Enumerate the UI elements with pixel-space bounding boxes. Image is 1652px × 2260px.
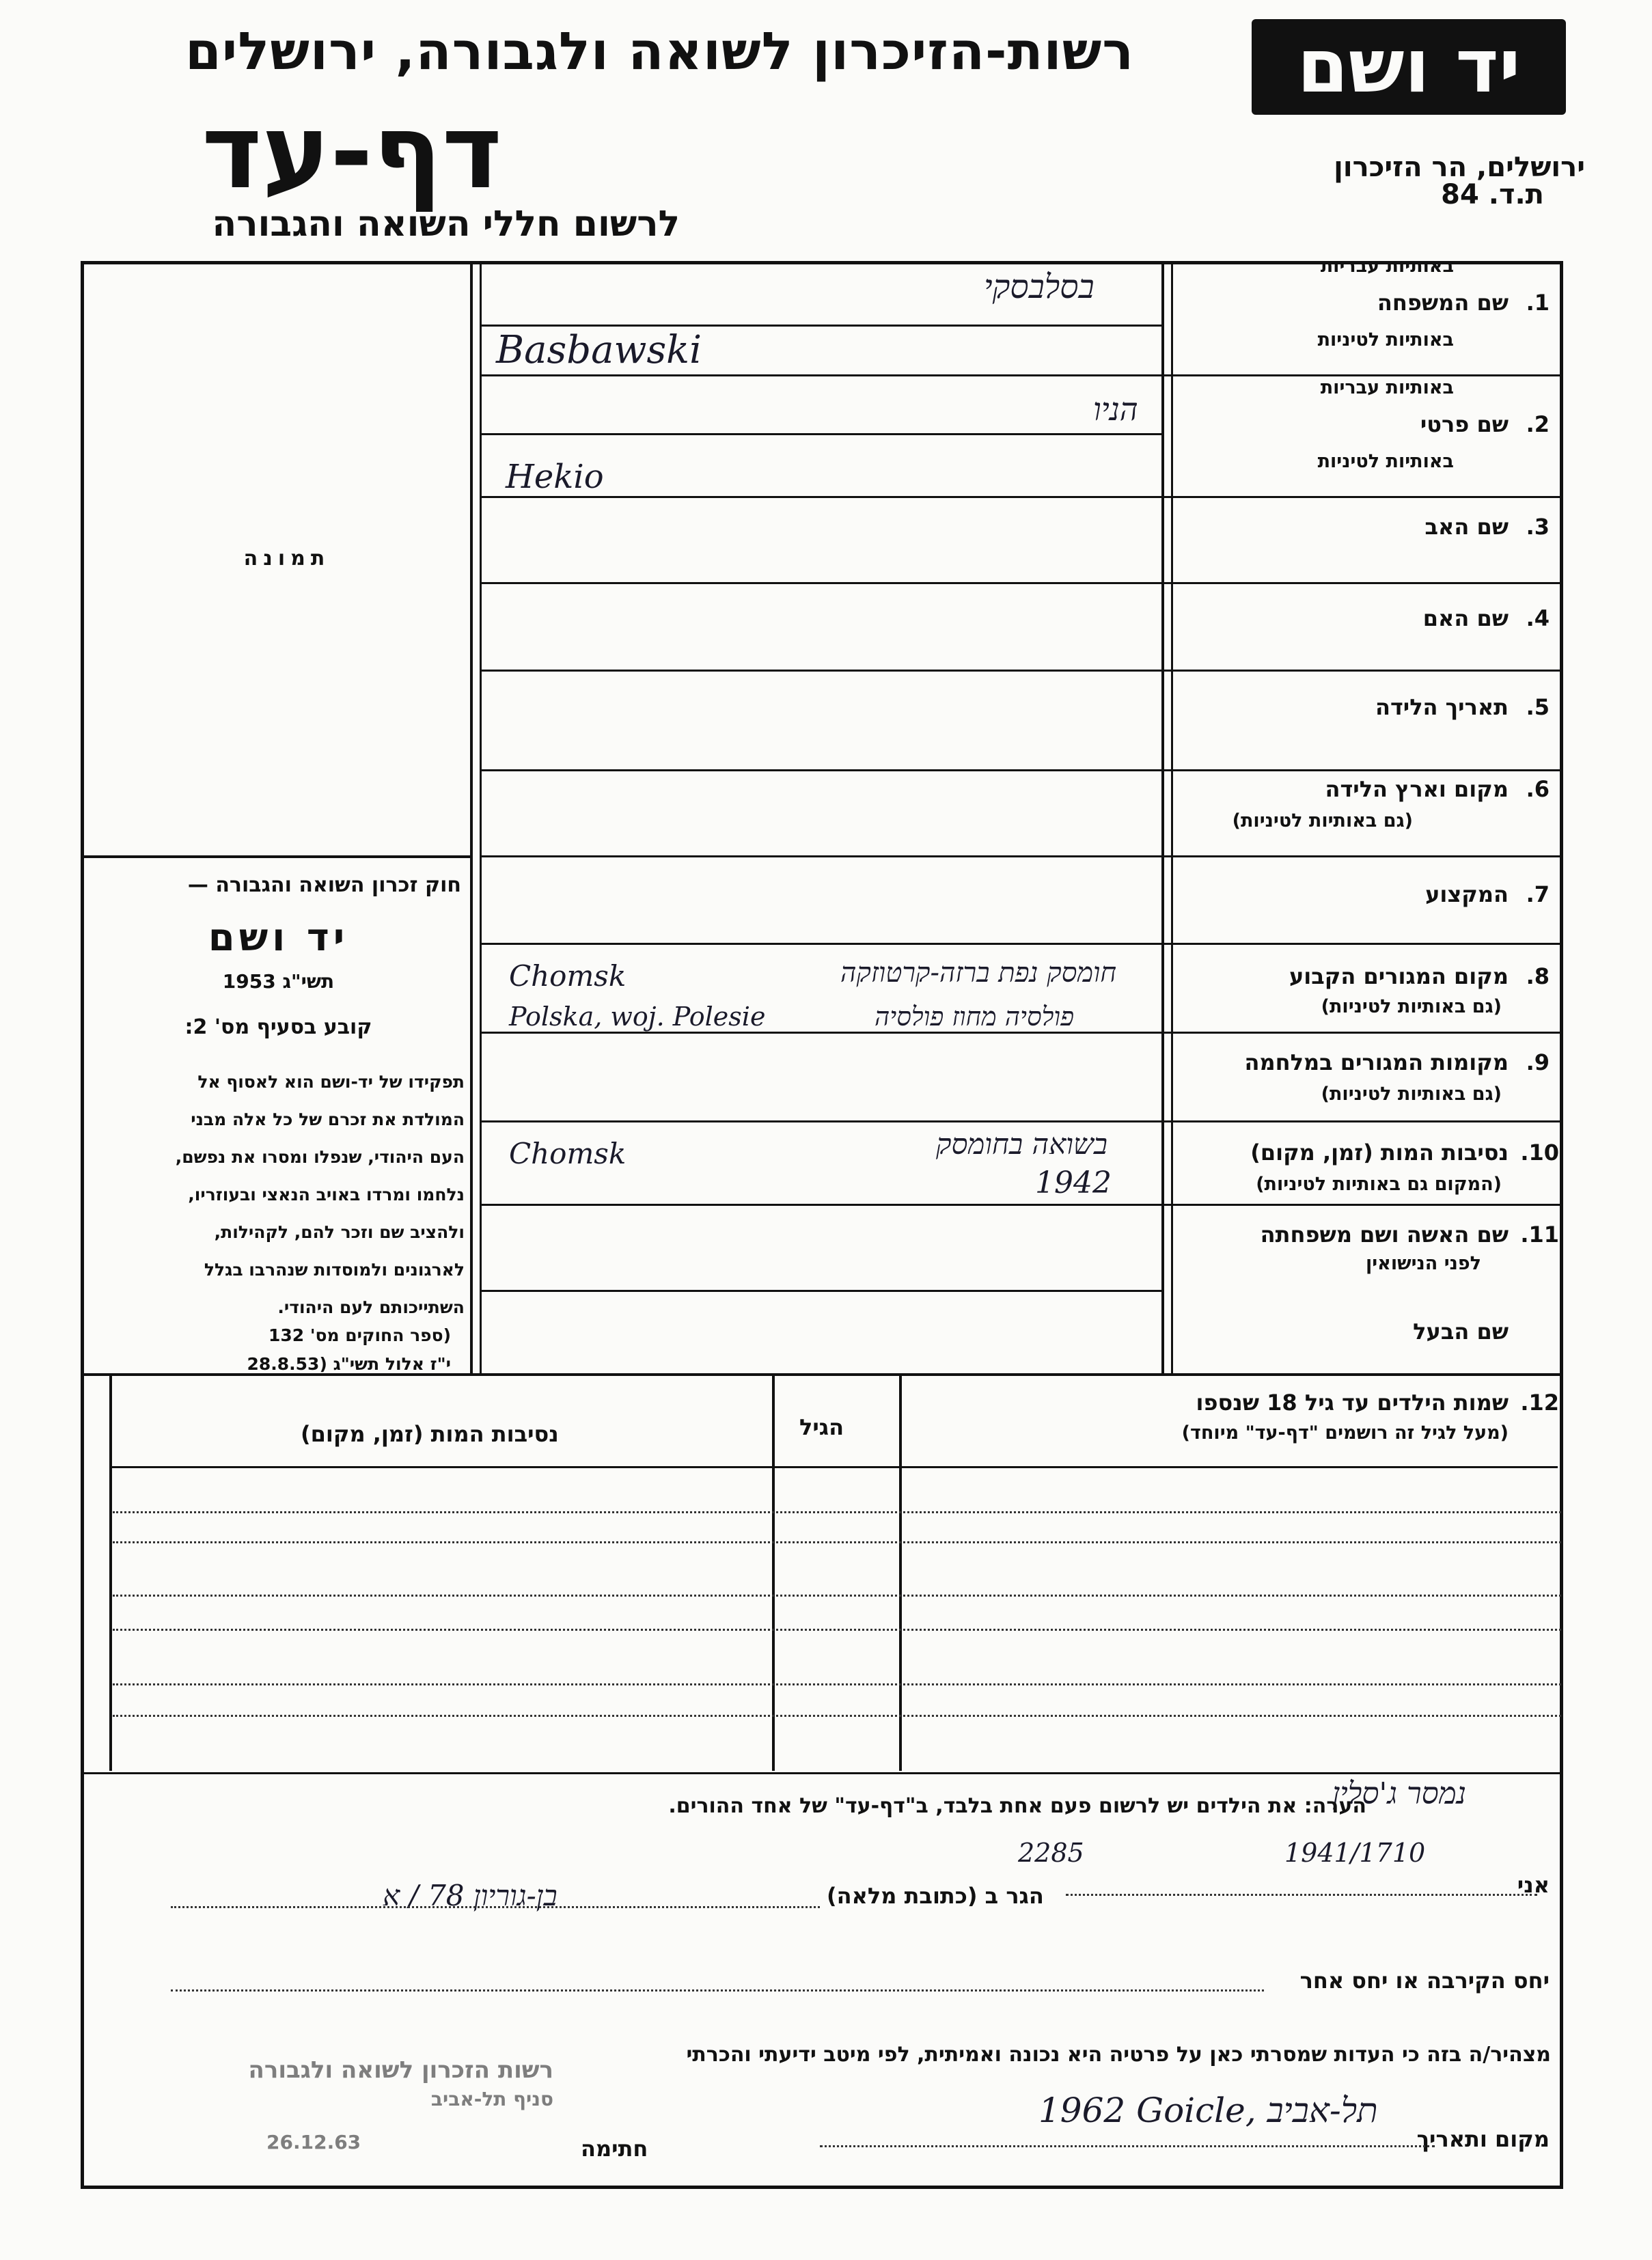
handwritten-residence-hebrew-2: פולסיה מחוז פולסיה (875, 1002, 1074, 1032)
field-2-number: 2. (1526, 411, 1550, 437)
handwritten-residence-latin-1: Chomsk (509, 959, 627, 993)
handwritten-residence-hebrew-1: חומסק נפת ברזה-קרטוזקה (840, 957, 1117, 989)
answer-column-right-border-2 (1171, 261, 1173, 1373)
handwritten-surname-hebrew: בסלבסקי (984, 268, 1095, 306)
law-line: תפקידו של יד-ושם הוא לאסוף אל (197, 1072, 465, 1092)
stamp-line-2: סניף תל-אביב (430, 2088, 553, 2110)
handwritten-residence-latin-2: Polska, woj. Polesie (509, 1002, 766, 1032)
field-1-number: 1. (1526, 290, 1550, 316)
children-number: 12. (1520, 1390, 1559, 1416)
field-2-sub-hebrew: באותיות עבריות (1320, 377, 1454, 398)
handwritten-given-hebrew: הניו (1093, 391, 1138, 428)
field-4-number: 4. (1526, 605, 1550, 631)
handwritten-surname-latin: Basbawski (496, 328, 702, 372)
children-header-rule (109, 1466, 1558, 1468)
row-rule (480, 582, 1563, 584)
lives-label: הגר ב (כתובת מלאה) (827, 1883, 1044, 1909)
children-col-death: נסיבות המות (זמן, מקום) (301, 1421, 559, 1447)
field-9-label: מקומות המגורים במלחמה (1244, 1049, 1509, 1075)
institution-stamp (171, 2056, 553, 2153)
law-year: תשי"ג 1953 (222, 970, 335, 993)
answer-column-right-border (1161, 261, 1164, 1373)
field-3-label: שם האב (1424, 514, 1509, 540)
children-notice: הערה: את הילדים יש לרשום פעם אחת בלבד, ב"דף-עד" של אחד ההורים. (668, 1794, 1366, 1818)
yad-vashem-logo (1252, 19, 1566, 115)
field-8-label: מקום המגורים הקבוע (1289, 963, 1509, 989)
field-6-number: 6. (1526, 776, 1550, 802)
stamp-line-1: רשות הזכרון לשואה ולגבורה (248, 2056, 553, 2084)
law-clause: קובע בסעיף מס' 2: (184, 1015, 372, 1039)
address-line-1: ירושלים, הר הזיכרון (1334, 152, 1585, 183)
field-11-label: שם האשה ושם משפחתה (1260, 1222, 1509, 1248)
field-9-sub: (גם באותיות לטיניות) (1321, 1084, 1502, 1105)
children-row-line (113, 1629, 1561, 1631)
law-line: המולדת את זכרם של כל אלה מבני (191, 1110, 465, 1129)
children-row-line (113, 1511, 1561, 1513)
row-rule (480, 1204, 1563, 1206)
handwritten-witness-name: נמסר ג'סלין (1332, 1776, 1467, 1811)
handwritten-death-latin: Chomsk (509, 1137, 627, 1170)
children-col-age: הגיל (799, 1414, 844, 1440)
children-row-line (113, 1683, 1561, 1685)
law-line: העם היהודי, שנפלו ומסרו את נפשם, (175, 1147, 465, 1167)
children-col-divider-2 (772, 1375, 775, 1771)
children-section-bottom (81, 1772, 1563, 1774)
photo-box-bottom (81, 855, 471, 858)
handwritten-death-year: 1942 (1035, 1166, 1112, 1200)
form-subtitle: לרשום חללי השואה והגבורה (212, 204, 680, 245)
field-1-sub-latin: באותיות לטיניות (1317, 329, 1454, 350)
row-rule (480, 943, 1563, 945)
law-reference-1: (ספר החוקים מס' 132 (268, 1325, 451, 1345)
field-7-label: המקצוע (1425, 881, 1509, 907)
answer-column-left-border (480, 261, 482, 1373)
row-rule (480, 855, 1563, 857)
row-rule (480, 1120, 1563, 1122)
field-6-label: מקום וארץ הלידה (1325, 776, 1509, 802)
field-9-number: 9. (1526, 1049, 1550, 1075)
handwritten-given-latin: Hekio (506, 458, 604, 496)
address-line-2: ת.ד. 84 (1441, 179, 1544, 210)
children-col-divider-1 (899, 1375, 902, 1771)
law-text (92, 1063, 465, 1326)
row-rule (480, 496, 1563, 498)
field-10-sub: (המקום גם באותיות לטיניות) (1256, 1174, 1502, 1195)
field-8-number: 8. (1526, 963, 1550, 989)
handwritten-signature: 1962 Goicle, תל-אביב (1038, 2091, 1378, 2130)
field-6-sub: (גם באותיות לטיניות) (1232, 810, 1413, 831)
relation-line (171, 1989, 1264, 1992)
place-date-label: מקום ותאריך (1416, 2126, 1550, 2152)
law-reference-2: י"ז אלול תשי"ג (28.8.53 (247, 1354, 451, 1374)
declaration-text: מצהיר/ה בזה כי העדות שמסרתי כאן על פרטיה היא נכונה ואמיתית, לפי מיטב ידיעתי והכרתי (686, 2043, 1551, 2067)
photo-column-divider (470, 261, 473, 1373)
law-title: חוק זכרון השואה והגבורה — (187, 873, 461, 897)
field-10-label: נסיבות המות (זמן, מקום) (1250, 1140, 1509, 1166)
form-title: דף-עד (202, 93, 502, 212)
field-5-label: תאריך הלידה (1375, 694, 1509, 720)
row-rule (480, 670, 1563, 672)
signature-label: חתימה (581, 2136, 648, 2162)
row-rule (480, 433, 1163, 435)
field-1-sub-hebrew: באותיות עבריות (1320, 256, 1454, 277)
logo-text: יד ושם (1297, 24, 1521, 109)
field-2-sub-latin: באותיות לטיניות (1317, 451, 1454, 472)
field-10-number: 10. (1520, 1140, 1559, 1166)
row-rule (480, 769, 1563, 771)
law-line: נלחמו ומרדו באויב הנאצי ובעוזריו, (188, 1185, 465, 1204)
i-line (1066, 1894, 1537, 1896)
relation-label: יחס הקירבה או יחס אחר (1299, 1968, 1550, 1994)
children-col-divider-3 (109, 1375, 112, 1771)
photo-label: תמונה (243, 547, 331, 570)
children-row-line (113, 1595, 1561, 1597)
handwritten-death-hebrew: בשואה בחומסק (936, 1127, 1107, 1161)
children-row-line (113, 1715, 1561, 1717)
field-5-number: 5. (1526, 694, 1550, 720)
row-rule (480, 374, 1563, 376)
address-line (171, 1906, 820, 1908)
children-title: שמות הילדים עד גיל 18 שנספו (1196, 1390, 1509, 1416)
field-11-husband-label: שם הבעל (1413, 1319, 1509, 1345)
authority-name: רשות-הזיכרון לשואה ולגבורה, ירושלים (185, 20, 1134, 81)
handwritten-witness-address: בן-גוריון 78 / א (383, 1879, 557, 1912)
field-2-label: שם פרטי (1420, 411, 1509, 437)
handwritten-witness-date: 1941/1710 (1284, 1838, 1426, 1868)
field-11-number: 11. (1520, 1222, 1559, 1248)
place-date-line (820, 2145, 1435, 2147)
law-name: יד ושם (208, 915, 349, 960)
field-7-number: 7. (1526, 881, 1550, 907)
field-8-sub: (גם באותיות לטיניות) (1321, 996, 1502, 1017)
law-line: לארגונים ולמוסדות שנהרבו בגלל (204, 1260, 465, 1280)
children-note: (מעל לגיל זה רושמים "דף-עד" מיוחד) (1181, 1422, 1509, 1444)
children-row-line (113, 1541, 1561, 1543)
field-3-number: 3. (1526, 514, 1550, 540)
i-label: אני (1517, 1872, 1550, 1898)
field-1-label: שם המשפחה (1377, 290, 1509, 316)
handwritten-witness-no: 2285 (1018, 1838, 1084, 1868)
law-line: ולהציב שם וזכר להם, לקהילות, (214, 1222, 465, 1242)
row-rule (480, 325, 1163, 327)
law-line: השתייכותם לעם היהודי. (277, 1297, 465, 1317)
row-rule (480, 1290, 1163, 1292)
field-4-label: שם האם (1422, 605, 1509, 631)
stamp-line-3: 26.12.63 (266, 2131, 361, 2153)
field-11-sub: לפני הנישואין (1365, 1253, 1481, 1274)
